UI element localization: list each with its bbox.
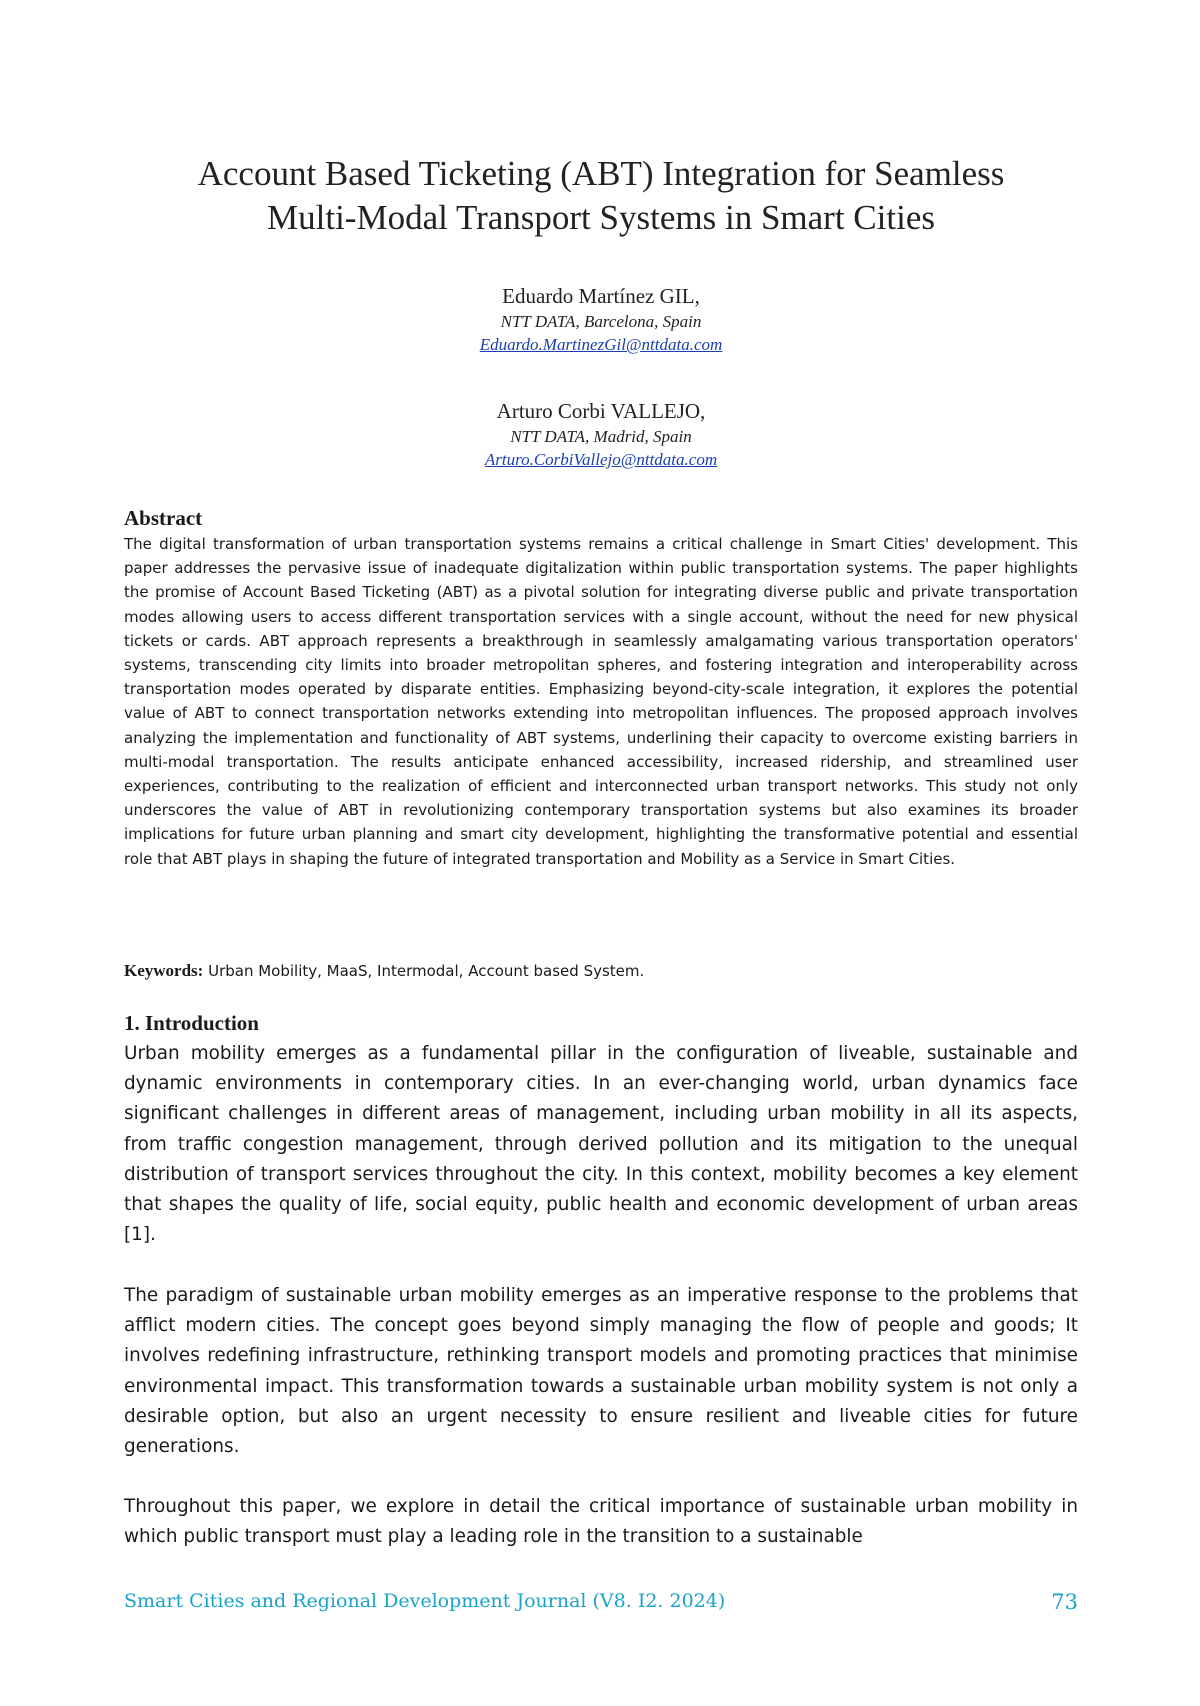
author-affiliation: NTT DATA, Barcelona, Spain — [500, 312, 702, 331]
author-affiliation: NTT DATA, Madrid, Spain — [510, 427, 692, 446]
section-heading-introduction: 1. Introduction — [124, 1011, 259, 1035]
keywords-label: Keywords: — [124, 961, 204, 980]
intro-paragraph: The paradigm of sustainable urban mobility emerges as an imperative response to the problems that afflict modern cities. The concept goes beyond simply managing the flow of people and goods; It involves redefining infrastructure, rethinking transport models and promoting practices that minimise environmental impact. This transformation towards a sustainable urban mobility system is not only a desirable option, but also an urgent necessity to ensure resilient and liveable cities for future generations. — [124, 1285, 1078, 1458]
abstract-text: The digital transformation of urban transportation systems remains a critical challenge in Smart Cities' development. This paper addresses the pervasive issue of inadequate digitalization within public transportation systems. The paper highlights the promise of Account Based Ticketing (ABT) as a pivotal solution for integrating diverse public and private transportation modes allowing users to access different transportation services with a single account, without the need for new physical tickets or cards. ABT approach represents a breakthrough in seamlessly amalgamating various transportation operators' systems, transcending city limits into broader metropolitan spheres, and fostering integration and interoperability across transportation modes operated by disparate entities. Emphasizing beyond-city-scale integration, it explores the potential value of ABT to connect transportation networks extending into metropolitan influences. The proposed approach involves analyzing the implementation and functionality of ABT systems, underlining their capacity to overcome existing barriers in multi-modal transportation. The results anticipate enhanced accessibility, increased ridership, and streamlined user experiences, contributing to the realization of efficient and interconnected urban transport networks. This study not only underscores the value of ABT in revolutionizing contemporary transportation systems but also examines its broader implications for future urban planning and smart city development, highlighting the transformative potential and essential role that ABT plays in shaping the future of integrated transportation and Mobility as a Service in Smart Cities. — [124, 535, 1078, 868]
paper-title — [124, 152, 1078, 240]
footer-journal-name: Smart Cities and Regional Development Journal (V8. I2. 2024) — [124, 1590, 726, 1612]
abstract-heading: Abstract — [124, 506, 203, 530]
author-block-2 — [124, 397, 1078, 471]
intro-paragraph: Throughout this paper, we explore in detail the critical importance of sustainable urban mobility in which public transport must play a leading role in the transition to a sustainable — [124, 1496, 1078, 1548]
keywords-line — [124, 960, 1078, 982]
title-line-2: Multi-Modal Transport Systems in Smart Cities — [267, 198, 935, 237]
title-line-1: Account Based Ticketing (ABT) Integration for Seamless — [197, 154, 1005, 193]
author-name: Eduardo Martínez GIL, — [502, 284, 700, 308]
keywords-text: Urban Mobility, MaaS, Intermodal, Account based System. — [203, 962, 645, 980]
author-email-link[interactable]: Eduardo.MartinezGil@nttdata.com — [479, 335, 723, 354]
author-block-1 — [124, 282, 1078, 356]
footer-page-number: 73 — [1051, 1590, 1078, 1614]
author-email-link[interactable]: Arturo.CorbiVallejo@nttdata.com — [484, 450, 718, 469]
intro-paragraph: Urban mobility emerges as a fundamental pillar in the configuration of liveable, sustainable and dynamic environments in contemporary cities. In an ever-changing world, urban dynamics face significant challenges in different areas of management, including urban mobility in all its aspects, from traffic congestion management, through derived pollution and its mitigation to the unequal distribution of transport services throughout the city. In this context, mobility becomes a key element that shapes the quality of life, social equity, public health and economic development of urban areas [1]. — [124, 1043, 1078, 1246]
author-name: Arturo Corbi VALLEJO, — [496, 399, 706, 423]
